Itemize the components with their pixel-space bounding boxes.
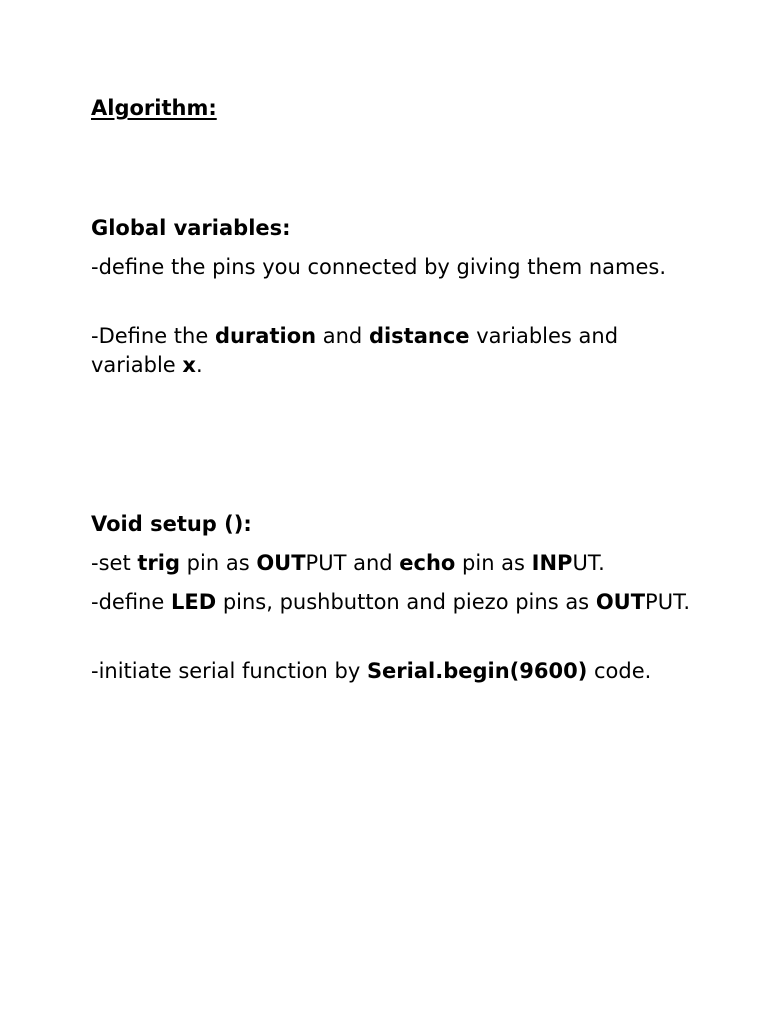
inp-keyword: INP [531,551,573,575]
text-run: -initiate serial function by [91,659,367,683]
void-setup-heading: Void setup (): [91,512,252,536]
text-run: code. [587,659,652,683]
void-setup-paragraph-2 [91,588,691,617]
duration-keyword: duration [214,324,317,348]
text-run: pin as [455,551,532,575]
global-variables-heading: Global variables: [91,216,291,240]
led-keyword: LED [170,590,217,614]
void-setup-paragraph-1 [91,549,691,578]
text-run: PUT and [305,551,400,575]
text-run: -Define the [91,324,215,348]
text-run: and [316,324,369,348]
text-run: . [195,353,203,377]
global-variables-paragraph-1: -define the pins you connected by giving them names. [91,255,667,279]
x-keyword: x [182,353,196,377]
algorithm-title: Algorithm: [91,96,217,120]
global-variables-paragraph-2 [91,322,691,380]
text-run: -define [91,590,171,614]
text-run: UT. [572,551,605,575]
text-run: pins, pushbutton and piezo pins as [216,590,596,614]
text-run: -set [91,551,138,575]
trig-keyword: trig [137,551,180,575]
text-run: pin as [180,551,257,575]
serial-begin-keyword: Serial.begin(9600) [366,659,588,683]
text-run: variables and variable [91,324,619,377]
distance-keyword: distance [368,324,470,348]
echo-keyword: echo [399,551,456,575]
out-keyword: OUT [595,590,646,614]
out-keyword: OUT [256,551,306,575]
void-setup-paragraph-3 [91,657,691,686]
text-run: PUT. [645,590,691,614]
